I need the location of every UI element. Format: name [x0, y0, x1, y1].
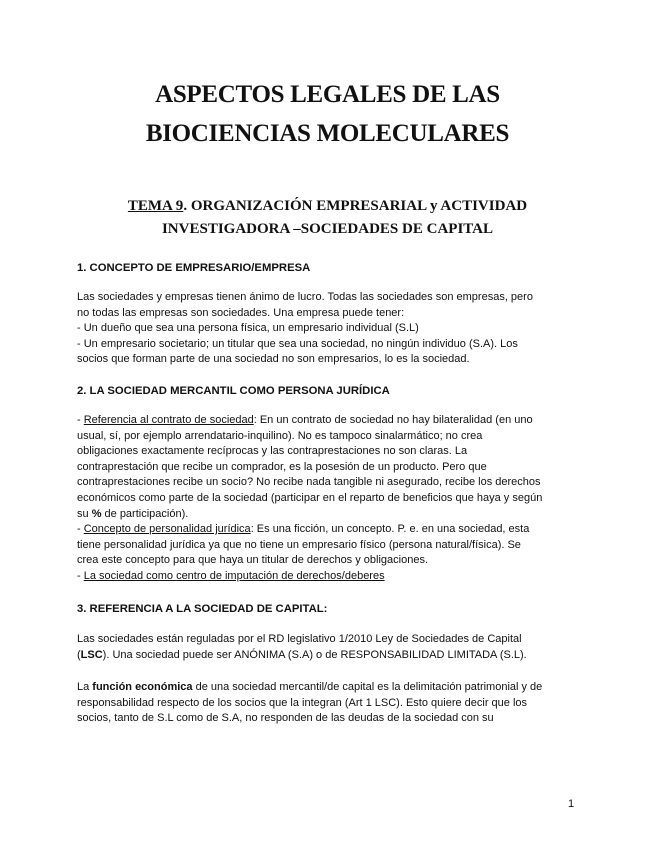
document-title-line-2: BIOCIENCIAS MOLECULARES: [145, 120, 510, 147]
reference-text: : En un contrato de sociedad no hay bilateralidad (en uno: [253, 414, 533, 426]
section-1-heading: 1. CONCEPTO DE EMPRESARIO/EMPRESA: [77, 262, 311, 274]
text-fragment: de participación).: [101, 507, 189, 520]
percentage-line: [77, 507, 582, 523]
concept-text: : Es una ficción, un concepto. P. e. en una sociedad, esta: [250, 523, 530, 536]
concept-line: [77, 522, 582, 538]
topic-title-line-1: [0, 197, 655, 215]
concept-label: Concepto de personalidad jurídica: [83, 523, 251, 536]
page-number: 1: [568, 798, 575, 810]
text-line: no todas las empresas son sociedades. Una empresa puede tener:: [77, 306, 405, 319]
reference-line: [77, 413, 582, 429]
text-line: socios, tanto de S.L como de S.A, no responden de las deudas de la sociedad con su: [77, 712, 494, 725]
topic-title-rest: . ORGANIZACIÓN EMPRESARIAL y ACTIVIDAD: [183, 198, 528, 214]
bullet: -: [77, 569, 84, 582]
text-line: responsabilidad respecto de los socios que la integran (Art 1 LSC). Esto quiere decir que los: [77, 696, 528, 709]
text-line: Las sociedades están reguladas por el RD legislativo 1/2010 Ley de Sociedades de Capital: [77, 633, 522, 645]
text-fragment: ). Una sociedad puede ser ANÓNIMA (S.A) o de RESPONSABILIDAD LIMITADA (S.L).: [102, 648, 527, 661]
text-fragment: (: [77, 648, 81, 661]
text-line: usual, sí, por ejemplo arrendatario-inquilino). No es tampoco sinalarmático; no crea: [77, 429, 483, 442]
section-1-paragraph: [77, 290, 582, 368]
topic-title-line-2: INVESTIGADORA –SOCIEDADES DE CAPITAL: [161, 221, 494, 237]
economic-function-term: función económica: [92, 681, 193, 693]
bullet: -: [77, 523, 84, 536]
economic-function-line: [77, 680, 582, 696]
text-line: tiene personalidad jurídica ya que no tiene un empresario físico (persona natural/física). Se: [77, 538, 521, 551]
text-line: económicos como parte de la sociedad (participar en el reparto de beneficios que haya y según: [77, 491, 543, 504]
section-2-heading: 2. LA SOCIEDAD MERCANTIL COMO PERSONA JURÍDICA: [77, 385, 390, 397]
section-3-heading: 3. REFERENCIA A LA SOCIEDAD DE CAPITAL:: [77, 603, 328, 615]
document-title-line-1: ASPECTOS LEGALES DE LAS: [155, 81, 500, 108]
text-fragment: La: [77, 681, 93, 693]
bullet: -: [77, 414, 84, 426]
text-line: crea este concepto para que haya un titular de derechos y obligaciones.: [77, 554, 429, 567]
text-line: - Un dueño que sea una persona física, un empresario individual (S.L): [77, 322, 419, 335]
text-fragment: su: [77, 507, 92, 520]
lsc-abbreviation: LSC: [80, 648, 103, 661]
reference-label: Referencia al contrato de sociedad: [83, 414, 254, 426]
text-fragment: de una sociedad mercantil/de capital es la delimitación patrimonial y de: [192, 681, 543, 693]
text-line: obligaciones exactamente recíprocas y las contraprestaciones no son claras. La: [77, 445, 468, 458]
section-3-paragraph-2: [77, 680, 582, 727]
percent-symbol: %: [91, 507, 102, 520]
text-line: contraprestación que recibe un comprador, es la posesión de un producto. Pero que: [77, 460, 487, 473]
imputation-label: La sociedad como centro de imputación de derechos/deberes: [83, 569, 385, 582]
imputation-line: [77, 569, 582, 585]
text-line: contraprestaciones recibe un socio? No recibe nada tangible ni asegurado, recibe los derechos: [77, 476, 541, 489]
lsc-line: [77, 648, 582, 664]
section-2-paragraph: [77, 413, 582, 585]
section-3-paragraph-1: [77, 632, 582, 663]
topic-label: TEMA 9: [127, 198, 184, 214]
text-line: Las sociedades y empresas tienen ánimo de lucro. Todas las sociedades son empresas, pero: [77, 291, 533, 303]
text-line: - Un empresario societario; un titular que sea una sociedad, no ningún individuo (S.A). Los: [77, 337, 518, 350]
text-line: socios que forman parte de una sociedad no son empresarios, lo es la sociedad.: [77, 353, 470, 366]
